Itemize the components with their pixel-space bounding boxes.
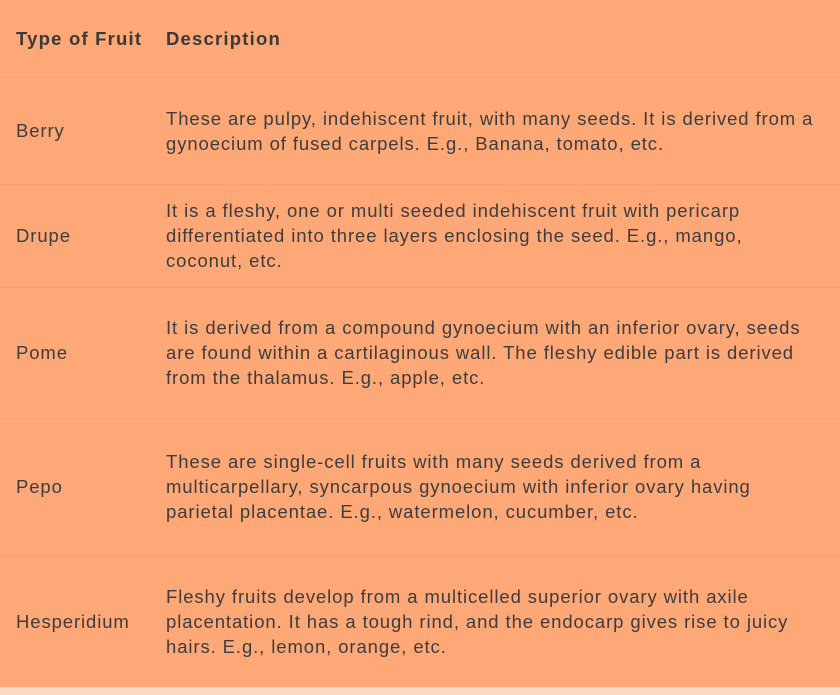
fruit-type-cell: Pome: [0, 287, 166, 418]
table-row: [0, 184, 840, 287]
fruit-type-cell: Pepo: [0, 418, 166, 555]
fruit-type-cell: Drupe: [0, 184, 166, 287]
fruit-description-cell: These are pulpy, indehiscent fruit, with many seeds. It is derived from a gynoecium of fused carpels. E.g., Banana, tomato, etc.: [166, 77, 840, 184]
bottom-divider: [0, 687, 840, 695]
table-row: [0, 77, 840, 184]
fruit-type-cell: Hesperidium: [0, 555, 166, 687]
fruit-description-cell: It is a fleshy, one or multi seeded indehiscent fruit with pericarp differentiated into three layers enclosing the seed. E.g., mango, coconut, etc.: [166, 184, 840, 287]
fruit-description-cell: Fleshy fruits develop from a multicelled superior ovary with axile placentation. It has a tough rind, and the endocarp gives rise to juicy hairs. E.g., lemon, orange, etc.: [166, 555, 840, 687]
header-description: Description: [166, 27, 281, 49]
fruit-type-cell: Berry: [0, 77, 166, 184]
fruit-description-cell: It is derived from a compound gynoecium with an inferior ovary, seeds are found within a cartilaginous wall. The fleshy edible part is derived from the thalamus. E.g., apple, etc.: [166, 287, 840, 418]
header-row: [0, 0, 840, 77]
fruit-description-cell: These are single-cell fruits with many seeds derived from a multicarpellary, syncarpous gynoecium with inferior ovary having parietal placentae. E.g., watermelon, cucumber, etc.: [166, 418, 840, 555]
table-header: [0, 0, 840, 77]
header-type-of-fruit: Type of Fruit: [16, 27, 143, 49]
table-row: [0, 287, 840, 418]
table-row: [0, 555, 840, 687]
table-body: [0, 77, 840, 687]
table-row: [0, 418, 840, 555]
